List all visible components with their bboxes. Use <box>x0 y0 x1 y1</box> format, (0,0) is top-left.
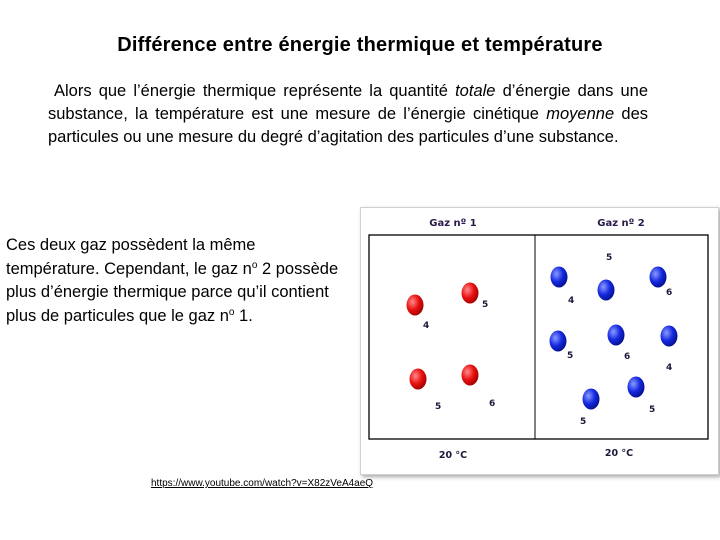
gas2-speed-label: 5 <box>649 405 656 415</box>
gas1-speed-label: 4 <box>423 321 430 331</box>
side-sup-1: o <box>251 259 258 271</box>
intro-text-1: Alors que l’énergie thermique représente la quantité <box>54 82 456 100</box>
intro-text-2: d’énergie dans une substance, la température est une mesure de l’énergie cinétique <box>48 82 648 123</box>
gas2-particle <box>650 267 667 288</box>
gas1-speed-label: 5 <box>435 402 442 412</box>
gas-particles-figure <box>360 207 719 475</box>
side-text-1: Ces deux gaz possèdent la même température. Cependant, le gaz n <box>6 236 256 278</box>
side-sup-2: o <box>228 306 235 318</box>
gas2-particle <box>628 377 645 398</box>
gas1-label: Gaz nº 1 <box>429 218 477 229</box>
intro-emphasis-moyenne: moyenne <box>546 105 615 123</box>
gas2-temperature: 20 °C <box>604 448 634 459</box>
gas1-speed-label: 5 <box>482 300 489 310</box>
gas-comparison-text <box>6 234 346 328</box>
gas2-particle <box>583 389 600 410</box>
gas2-speed-label: 5 <box>567 351 574 361</box>
side-text-2: 2 possède plus d’énergie thermique parce qu’il contient plus de particules que le gaz n <box>6 259 339 325</box>
gas1-particle <box>407 295 424 316</box>
side-text-3: 1. <box>234 306 253 325</box>
gas2-speed-label: 6 <box>624 352 631 362</box>
page-title: Différence entre énergie thermique et température <box>117 34 603 56</box>
gas2-speed-label: 5 <box>606 253 613 263</box>
gas2-speed-label: 5 <box>580 417 587 427</box>
intro-text-3: des particules ou une mesure du degré d’agitation des particules d’une substance. <box>48 105 648 146</box>
youtube-link[interactable]: https://www.youtube.com/watch?v=X82zVeA4aeQ <box>151 478 374 489</box>
gas-diagram <box>361 208 718 474</box>
gas2-particle <box>550 331 567 352</box>
gas2-speed-label: 6 <box>666 288 673 298</box>
container-box <box>369 235 708 439</box>
gas2-particle <box>598 280 615 301</box>
gas1-temperature: 20 °C <box>438 450 468 461</box>
gas1-particle <box>462 365 479 386</box>
gas1-particle <box>410 369 427 390</box>
gas1-speed-label: 6 <box>489 399 496 409</box>
gas1-particle <box>462 283 479 304</box>
intro-emphasis-totale: totale <box>455 82 496 100</box>
gas2-speed-label: 4 <box>666 363 673 373</box>
gas2-particle <box>551 267 568 288</box>
intro-paragraph <box>48 80 648 149</box>
gas2-label: Gaz nº 2 <box>597 218 645 229</box>
gas2-particle <box>661 326 678 347</box>
gas2-speed-label: 4 <box>568 296 575 306</box>
gas2-particle <box>608 325 625 346</box>
